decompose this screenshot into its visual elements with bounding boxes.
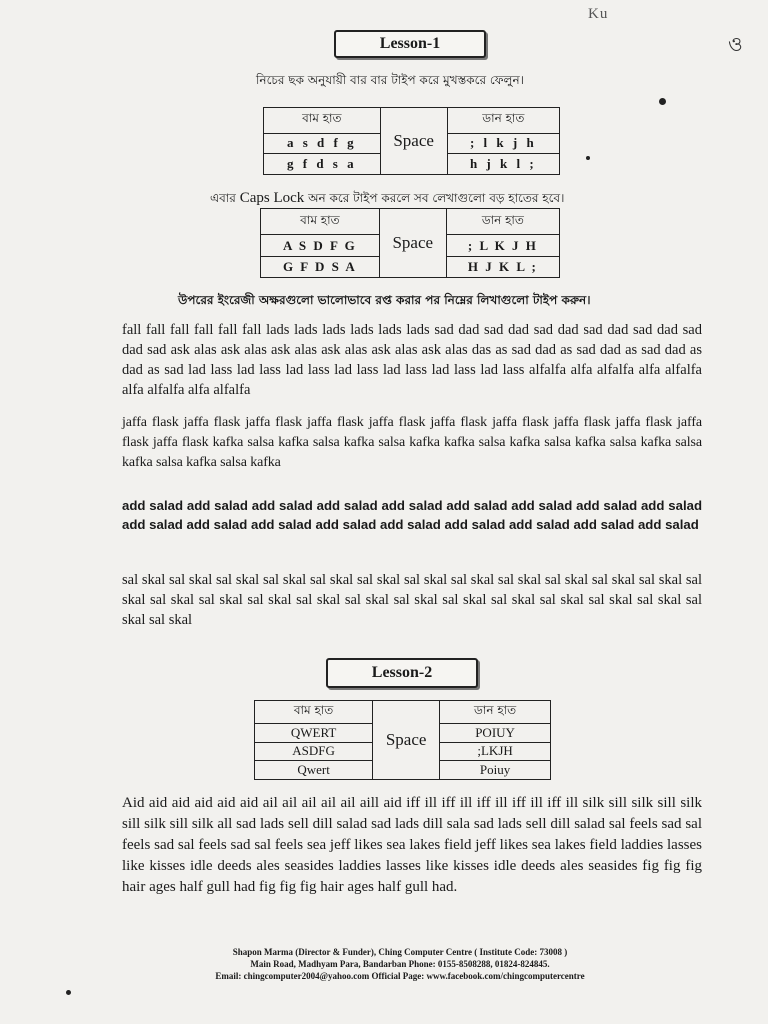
space-cell: Space <box>379 209 446 278</box>
left-row-1: QWERT <box>255 724 373 743</box>
right-hand-header: ডান হাত <box>446 209 559 235</box>
left-hand-header: বাম হাত <box>264 108 381 134</box>
lesson-2-title: Lesson-2 <box>326 658 478 688</box>
home-row-table-lowercase <box>263 107 560 175</box>
practice-paragraph-2: jaffa flask jaffa flask jaffa flask jaffa flask jaffa flask jaffa flask jaffa flask jaffa flask jaffa flask jaffa flask jaffa flask kafka salsa kafka salsa kafka salsa kafka kafka salsa kafka salsa kafka salsa kafka salsa kafka salsa kafka salsa kafka <box>122 415 702 470</box>
practice-paragraph-3: add salad add salad add salad add salad add salad add salad add salad add salad add salad add salad add salad add salad add salad add salad add salad add salad add salad add salad <box>122 498 702 532</box>
space-cell: Space <box>373 701 440 780</box>
instruction-1: নিচের ছক অনুযায়ী বার বার টাইপ করে মুখস্তকরে ফেলুন। <box>256 73 524 87</box>
space-cell: Space <box>380 108 447 175</box>
lesson-1-title: Lesson-1 <box>334 30 486 58</box>
right-row-1: ; L K J H <box>446 235 559 256</box>
instruction-2-pre: এবার <box>210 191 236 205</box>
left-hand-header: বাম হাত <box>255 701 373 724</box>
right-row-2: H J K L ; <box>446 256 559 277</box>
right-row-3: Poiuy <box>440 761 551 780</box>
left-row-2: G F D S A <box>261 256 380 277</box>
ink-spot <box>66 990 71 995</box>
home-row-table-uppercase <box>260 208 560 278</box>
caps-lock-text: Caps Lock <box>239 190 305 206</box>
footer-line-3: Email: chingcomputer2004@yahoo.com Official Page: www.facebook.com/chingcomputercentre <box>215 971 585 981</box>
practice-paragraph-1: fall fall fall fall fall fall lads lads lads lads lads lads sad dad sad dad sad dad sad dad sad dad sad dad sad ask alas ask alas ask alas ask alas ask alas ask alas das as sad dad as sad dad as sad dad as dad as sad lad lass lad lass lad lass lad lass lad lass lad lass lad lass alfalfa alfa alfalfa alfa alfalfa alfa alfalfa alfa alfalfa <box>122 322 702 398</box>
right-hand-header: ডান হাত <box>447 108 559 134</box>
instruction-2 <box>210 190 564 210</box>
footer-line-1: Shapon Marma (Director & Funder), Ching Computer Centre ( Institute Code: 73008 ) <box>232 947 568 957</box>
corner-mark: ও <box>728 34 743 56</box>
footer <box>170 946 630 982</box>
practice-paragraph-4: sal skal sal skal sal skal sal skal sal skal sal skal sal skal sal skal sal skal sal skal sal skal sal skal sal skal sal skal sal skal sal skal sal skal sal skal sal skal sal skal sal skal sal skal sal skal sal skal sal skal sal skal <box>122 572 702 628</box>
practice-paragraph-5: Aid aid aid aid aid aid ail ail ail ail ail aill aid iff ill iff ill iff ill iff ill iff ill silk sill silk sill silk sill silk sill silk all sad lads sell dill salad sad lads dill sala sad lads sell dill salad sal feels sad sal feels sad sal feels sad sal feels sea jeff likes sea lakes field jeff likes sea lakes field laddies lasses like kisses idle deeds ales seasides laddies lasses like kisses idle deeds ales seasides fig fig fig hair ages half gull had fig fig fig hair ages half gull had. <box>122 795 702 895</box>
left-row-1: A S D F G <box>261 235 380 256</box>
ink-spot <box>659 98 666 105</box>
right-row-2: h j k l ; <box>447 154 559 175</box>
right-row-2: ;LKJH <box>440 742 551 761</box>
left-row-3: Qwert <box>255 761 373 780</box>
right-row-1: POIUY <box>440 724 551 743</box>
left-hand-header: বাম হাত <box>261 209 380 235</box>
right-row-1: ; l k j h <box>447 133 559 154</box>
instruction-2-post: অন করে টাইপ করলে সব লেখাগুলো বড় হাতের হবে। <box>308 191 565 205</box>
instruction-3: উপরের ইংরেজী অক্ষরগুলো ভালোভাবে রপ্ত করার পর নিম্নের লিখাগুলো টাইপ করুন। <box>178 293 591 307</box>
right-hand-header: ডান হাত <box>440 701 551 724</box>
footer-line-2: Main Road, Madhyam Para, Bandarban Phone: 0155-8508288, 01824-824845. <box>250 959 550 969</box>
corner-handwriting: Ku <box>588 6 609 22</box>
left-row-2: g f d s a <box>264 154 381 175</box>
left-row-2: ASDFG <box>255 742 373 761</box>
left-row-1: a s d f g <box>264 133 381 154</box>
ink-spot <box>586 156 590 160</box>
top-row-table <box>254 700 551 780</box>
